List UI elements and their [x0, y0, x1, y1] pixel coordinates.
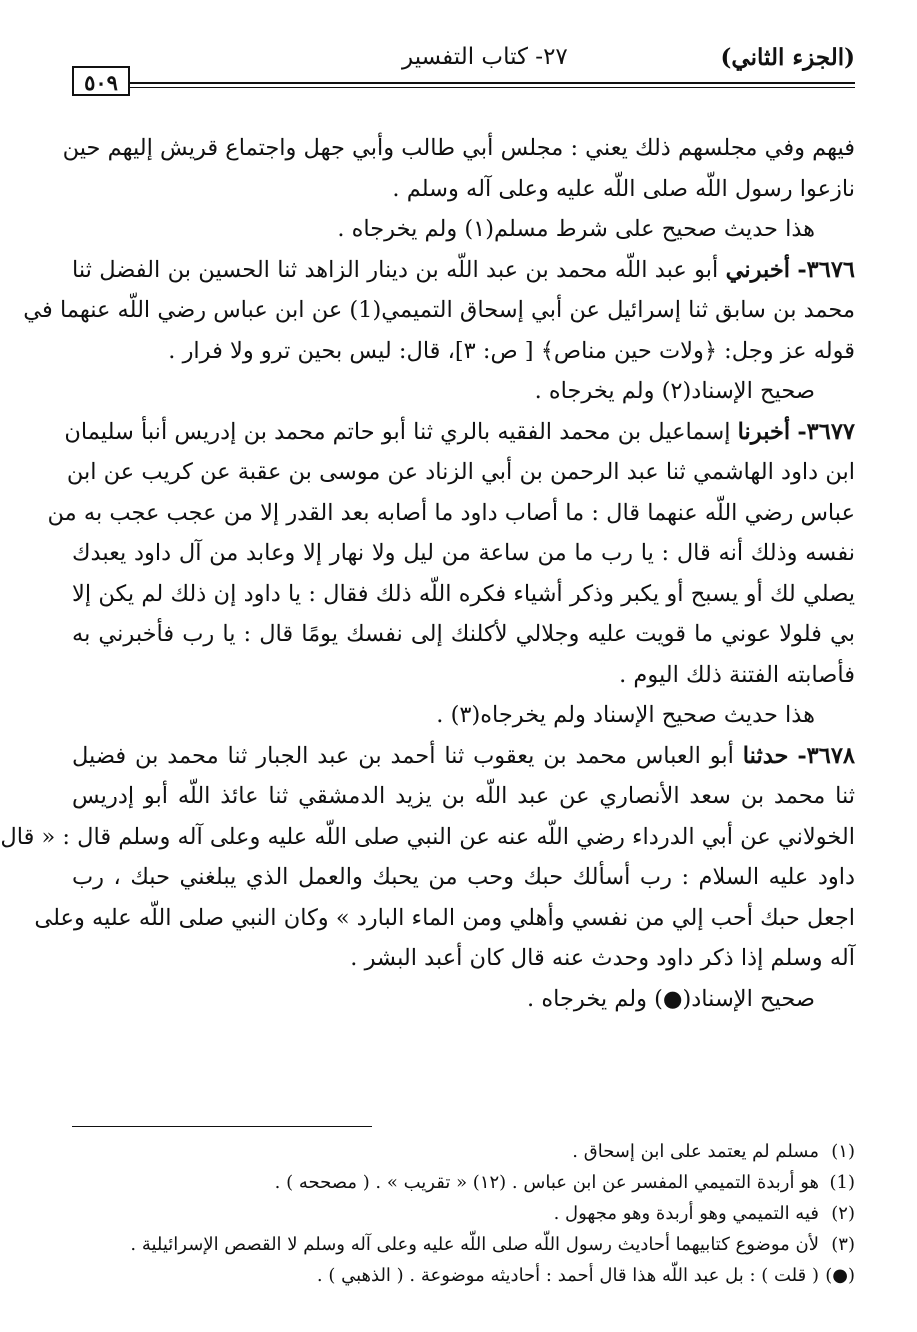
footnotes [72, 1136, 855, 1291]
main-text [0, 128, 856, 1019]
text-line [72, 331, 855, 372]
text-line [72, 979, 855, 1020]
line-text: عباس رضي اللّه عنهما قال : ما أصاب داود ما أصابه بعد القدر إلا من عجب عجب به من [47, 499, 855, 526]
page-number: ٥٠٩ [72, 66, 130, 96]
line-text: اجعل حبك أحب إلي من نفسي وأهلي ومن الماء البارد » وكان النبي صلى اللّه عليه وعلى [34, 904, 855, 931]
footnote-text: ( قلت ) : بل عبد اللّه هذا قال أحمد : أحاديثه موضوعة . ( الذهبي ) . [316, 1265, 819, 1286]
text-line [72, 209, 855, 250]
footnote-marker: (١) [831, 1141, 855, 1162]
footnote-separator [72, 1126, 372, 1127]
text-line [72, 533, 855, 574]
text-line [72, 655, 855, 696]
text-line [72, 776, 855, 817]
hadith-first-line [64, 412, 855, 453]
text-line [72, 574, 855, 615]
line-text: نفسه وذلك أنه قال : يا رب ما من ساعة من ليل ولا نهار إلا وعابد من آل داود يعبدك [72, 540, 855, 566]
text-line [0, 817, 855, 858]
line-text: يصلي لك أو يسبح أو يكبر وذكر أشياء فكره اللّه ذلك فقال : يا داود إن ذلك لم يكن إلا [72, 580, 855, 607]
footnote-text: لأن موضوع كتابيهما أحاديث رسول اللّه صلى اللّه عليه وعلى آله وسلم لا القصص الإسرائيلية . [130, 1234, 819, 1255]
footnote-marker: (●) [825, 1265, 855, 1286]
hadith-number: ٣٦٧٦- [797, 256, 855, 283]
narration-keyword: حدثنا [742, 742, 789, 769]
hadith-first-line [72, 250, 855, 291]
volume-title: (الجزء الثاني) [720, 44, 855, 71]
line-text: نازعوا رسول اللّه صلى اللّه عليه وعلى آله وسلم . [392, 175, 855, 202]
text-line [72, 169, 855, 210]
line-text: فيهم وفي مجلسهم ذلك يعني : مجلس أبي طالب وأبي جهل واجتماع قريش إليهم حين [62, 135, 855, 161]
text-line [72, 857, 855, 898]
text-line [72, 614, 855, 655]
footnote [72, 1167, 855, 1198]
line-text: إسماعيل بن محمد الفقيه بالري ثنا أبو حاتم محمد بن إدريس أنبأ سليمان [64, 418, 731, 445]
hadith-first-line [72, 736, 855, 777]
line-text: أبو العباس محمد بن يعقوب ثنا أحمد بن عبد الجبار ثنا محمد بن فضيل [72, 742, 734, 769]
hadith-number: ٣٦٧٨- [797, 742, 856, 769]
line-text: ثنا محمد بن سعد الأنصاري عن عبد اللّه بن يزيد الدمشقي ثنا عائذ اللّه أبو إدريس [72, 783, 855, 809]
footnote-marker: (٢) [831, 1203, 855, 1224]
line-text: الخولاني عن أبي الدرداء رضي اللّه عنه عن النبي صلى اللّه عليه وعلى آله وسلم قال : « قال [0, 823, 855, 850]
text-line [62, 128, 855, 169]
text-line [66, 452, 855, 493]
narration-keyword: أخبرنا [737, 418, 791, 445]
line-text: محمد بن سابق ثنا إسرائيل عن أبي إسحاق التميمي(1) عن ابن عباس رضي اللّه عنهما في [23, 297, 855, 323]
footnote [72, 1198, 855, 1229]
footnote [72, 1260, 855, 1291]
footnote-text: فيه التميمي وهو أربدة وهو مجهول . [553, 1203, 819, 1224]
text-line [47, 493, 855, 534]
text-line [23, 290, 855, 331]
line-text: أبو عبد اللّه محمد بن عبد اللّه بن دينار الزاهد ثنا الحسين بن الفضل ثنا [72, 256, 719, 283]
hadith-number: ٣٦٧٧- [797, 418, 855, 445]
line-text: فأصابته الفتنة ذلك اليوم . [619, 661, 855, 688]
line-text: داود عليه السلام : رب أسألك حبك وحب من يحبك والعمل الذي يبلغني حبك ، رب [72, 864, 855, 890]
line-text: ابن داود الهاشمي ثنا عبد الرحمن بن أبي الزناد عن موسى بن عقبة عن كريب عن ابن [66, 459, 855, 485]
text-line [34, 898, 855, 939]
text-line [72, 695, 855, 736]
line-text: بي فلولا عوني ما قويت عليه وجلالي لأكلنك إلى نفسك يومًا قال : يا رب فأخبرني به [72, 621, 855, 647]
line-text: قوله عز وجل: ﴿ولات حين مناص﴾ [ ص: ٣]، قال: ليس بحين ترو ولا فرار . [168, 337, 855, 364]
narration-keyword: أخبرني [725, 256, 790, 283]
page-header [72, 40, 855, 95]
footnote-marker: (1) [829, 1172, 855, 1193]
footnote-marker: (٣) [831, 1234, 855, 1255]
footnote-text: مسلم لم يعتمد على ابن إسحاق . [572, 1141, 819, 1162]
book-title: ٢٧- كتاب التفسير [402, 44, 568, 70]
line-text: صحيح الإسناد(●) ولم يخرجاه . [527, 985, 815, 1012]
header-rule [130, 82, 855, 84]
line-text: آله وسلم إذا ذكر داود وحدث عنه قال كان أعبد البشر . [350, 945, 855, 971]
footnote [72, 1136, 855, 1167]
header-rule-thin [130, 87, 855, 88]
line-text: هذا حديث صحيح على شرط مسلم(١) ولم يخرجاه . [337, 216, 815, 242]
footnote-text: هو أربدة التميمي المفسر عن ابن عباس . (١٢) « تقريب » . ( مصححه ) . [274, 1172, 819, 1193]
line-text: صحيح الإسناد(٢) ولم يخرجاه . [534, 378, 815, 404]
line-text: هذا حديث صحيح الإسناد ولم يخرجاه(٣) . [436, 702, 815, 728]
text-line [72, 371, 855, 412]
text-line [72, 938, 855, 979]
footnote [72, 1229, 855, 1260]
book-page [2, 0, 917, 1332]
